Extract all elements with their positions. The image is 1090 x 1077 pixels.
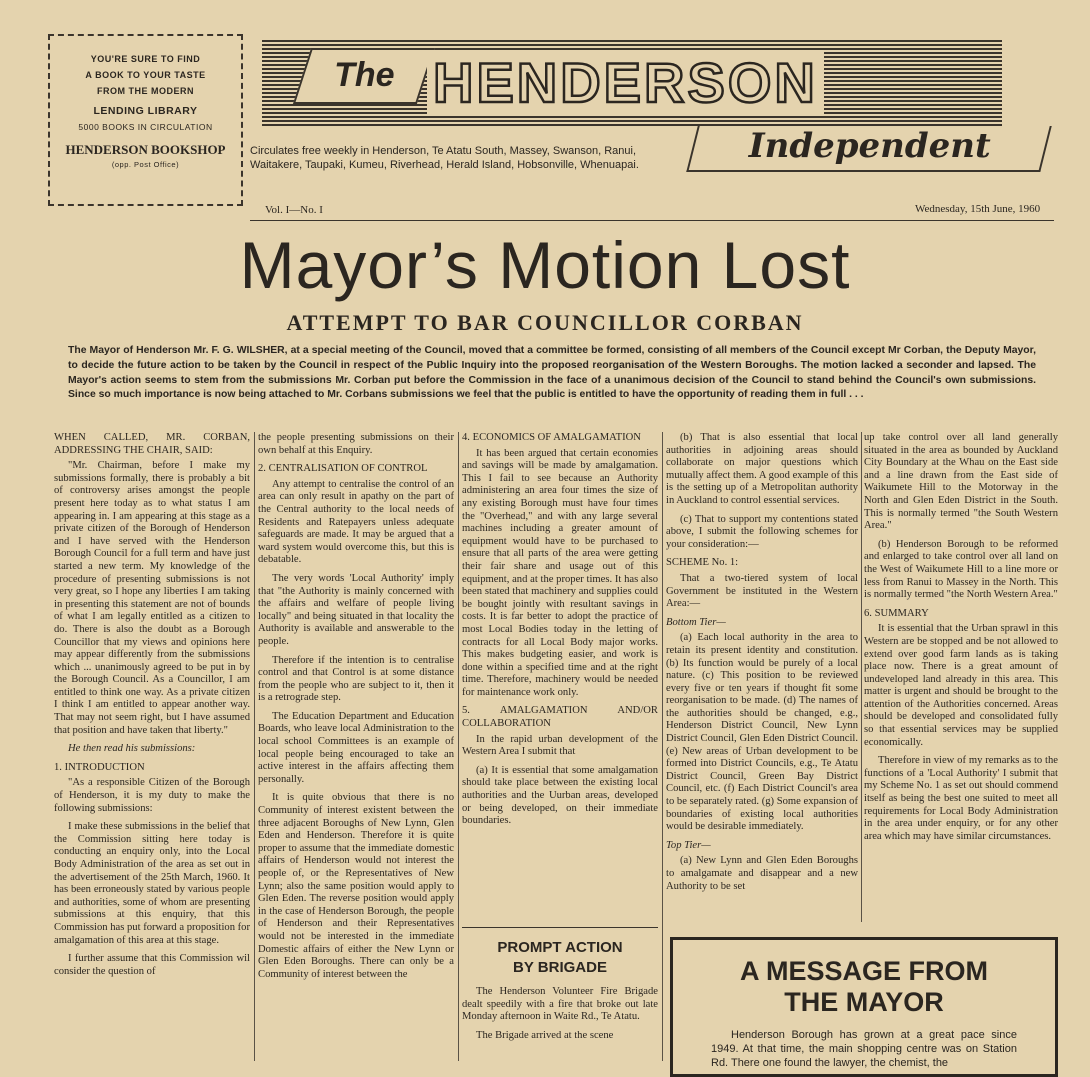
masthead-rule	[250, 220, 1054, 221]
section-heading: 1. INTRODUCTION	[54, 761, 145, 773]
section-heading: SCHEME No. 1:	[666, 557, 739, 569]
column-heading: WHEN CALLED, MR. CORBAN, ADDRESSING THE CHAIR, SAID:	[54, 432, 250, 456]
paragraph: The Henderson Volunteer Fire Brigade dealt speedily with a fire that broke out late Monday afternoon in Waite Rd., Te Atatu.	[462, 986, 658, 1023]
lead-paragraph: The Mayor of Henderson Mr. F. G. WILSHER, at a special meeting of the Council, moved that a committee be formed, consisting of all members of the Council except Mr Corban, the Deputy Mayor, to decide the future action to be taken by the Council in respect of the Public Inquiry into the proposed reorganisation of the Western Boroughs. The motion lacked a seconder and lapsed. The Mayor's action seems to stem from the submissions Mr. Corban put before the Commission in the face of a unanimous decision of the Council to stand behind the Council's own submissions. Since so much importance is now being attached to Mr. Corbans submissions we feel that the public is entitled to have the opportunity of reading them in full . . .	[68, 345, 1036, 401]
masthead-the: The	[334, 56, 395, 94]
section-heading: 6. SUMMARY	[864, 607, 929, 619]
paragraph: It is quite obvious that there is no Community of interest existent between the three adjacent Boroughs of New Lynn, Glen Eden and Henderson. Therefore it is quite proper to assume that the immediate domestic affairs of Henderson would not interest the people of, or the Representatives of New Lynn; also the same position would apply to Glen Eden. The reverse position would apply in the case of Henderson Borough, the people of Henderson and their Representatives would not be interested in the immediate Domestic affairs of either the New Lynn or Glen Eden Boroughs. There can only be a Community of interest between the	[258, 792, 454, 980]
section-heading: 2. CENTRALISATION OF CONTROL	[258, 463, 428, 475]
message-title: A MESSAGE FROM	[739, 956, 988, 986]
message-body: Henderson Borough has grown at a great pace since 1949. At that time, the main shopping centre was on Station Rd. There one found the lawyer, the chemist, the	[711, 1029, 1017, 1069]
masthead-independent: Independent	[748, 126, 991, 166]
tier-heading: Top Tier—	[666, 839, 711, 851]
paragraph: The Brigade arrived at the scene	[476, 1029, 614, 1041]
paragraph: He then read his submissions:	[68, 743, 196, 755]
prompt-action-article	[462, 922, 658, 1048]
tier-heading: Bottom Tier—	[666, 616, 726, 628]
article-column-1	[54, 432, 250, 1061]
article-column-3	[462, 432, 658, 917]
paragraph: Therefore if the intention is to centralise control and that Control is at some distance from the people who are subject to it, then it is a retrograde step.	[258, 654, 454, 704]
issue-date: Wednesday, 15th June, 1960	[915, 203, 1041, 215]
ad-line: YOU'RE SURE TO FIND	[90, 54, 201, 64]
prompt-subtitle: BY BRIGADE	[513, 959, 607, 976]
paragraph: I make these submissions in the belief that the Commission sitting here today is conducting an enquiry only, into the Local Body Administration of the area as set out in the advertisement of the 25th March, 1960. It has been erroneously stated by various people and authorities, some of whom are presenting submissions at this enquiry, that this Commission has put forward a proposition for amalgamation of this area at this stage.	[54, 821, 250, 946]
paragraph: (a) It is essential that some amalgamation should take place between the existing local authorities and the Uurban areas, developed or being developed, on their immediate boundaries.	[462, 764, 658, 827]
paragraph: I further assume that this Commission wil consider the question of	[54, 953, 250, 977]
paragraph: (a) Each local authority in the area to retain its present identity and constitution. (b) Its function would be purely of a local nature. (c) This position to be reviewed every five or ten years if thought fit some reorganisation to be made. (d) The names of the authorities should be changed, e.g., Henderson District Council, New Lynn District Council, Glen Eden District Council. (e) New areas of Urban development to be formed into District Councils, e.g., Te Atatu District Council, Green Bay District Council, etc. (f) Each District Council's area to be separately rated. (g) Some expansion of boundaries of existing local authorities would be desirable immediately.	[666, 632, 858, 833]
masthead-title: HENDERSON	[427, 50, 824, 116]
paragraph: Therefore in view of my remarks as to the functions of a 'Local Authority' I submit that my Scheme No. 1 as set out should commend itself as being the best one suited to meet all requirements for Local Body Administration in the area under enquiry, or for any other area which may have similar circumstances.	[864, 755, 1058, 842]
paragraph: It is essential that the Urban sprawl in this Western are be stopped and be not allowed to extend over good farm lands as is taking place now. There is a great amount of undeveloped land already in this area. This matter is urgent and should be brought to the attention of the Authorities concerned. Areas should be developed and consolidated fully so that essential services may be supplied economically.	[864, 623, 1058, 748]
paragraph: The Education Department and Education Boards, who leave local Administration to the local school Committees is an example of local people being encouraged to take an active interest in the affairs affecting them personally.	[258, 710, 454, 785]
section-heading: 5. AMALGAMATION AND/OR COLLABORATION	[462, 705, 658, 730]
article-column-5	[864, 432, 1058, 922]
circulation-note: Circulates free weekly in Henderson, Te Atatu South, Massey, Swanson, Ranui, Waitakere, Taupaki, Kumeu, Riverhead, Herald Island, Hobsonville, Whenuapai.	[250, 145, 639, 171]
prompt-title: PROMPT ACTION	[497, 939, 623, 956]
paragraph: "As a responsible Citizen of the Borough of Henderson, it is my duty to make the following submissions:	[54, 777, 250, 814]
paragraph: (b) That is also essential that local authorities in adjoining areas should collaborate on major questions which mutually affect them. A good example of this is the setting up of a Metropolitan authority in Auckland to control essential services.	[666, 432, 858, 506]
masthead-the-box	[293, 48, 435, 104]
article-column-4	[666, 432, 858, 922]
column-rule	[861, 432, 862, 922]
paragraph: In the rapid urban development of the Western Area I submit that	[462, 733, 658, 758]
section-heading: 4. ECONOMICS OF AMALGAMATION	[462, 432, 641, 443]
masthead-independent-box	[686, 126, 1051, 172]
paragraph: (a) New Lynn and Glen Eden Boroughs to amalgamate and disappear and a new Authority to be set	[666, 855, 858, 892]
ad-location: (opp. Post Office)	[111, 160, 180, 169]
mayor-message-box	[670, 937, 1058, 1077]
ad-library: LENDING LIBRARY	[93, 105, 198, 117]
paragraph: up take control over all land generally situated in the area as bounded by Auckland City Boundary at the Whau on the East side and a line drawn from the East side of Waikumete Hill to the Motorway in the North and Glen Eden District in the South. This is normally termed "the South Western Area."	[864, 432, 1058, 532]
message-subtitle: THE MAYOR	[784, 987, 944, 1017]
headline: Mayor’s Motion Lost	[239, 228, 851, 302]
article-column-2	[258, 432, 454, 1061]
ad-shop-name: HENDERSON BOOKSHOP	[65, 142, 226, 157]
column-rule	[458, 432, 459, 1061]
paragraph: It has been argued that certain economies and savings will be made by amalgamation. This I fail to see because an Authority administering an area four times the size of any existing Borough must have four times the "Overhead," and with any large several machines including a greater amount of equipment would have to be purchased to ensure that all parts of the area were getting their fair share and usage out of this equipment, and at the proper times. It has also been stated that machinery and supplies could be bought jointly with resultant savings in costs. It is far better to adopt the practice of most Local Bodies today in the letting of contracts for all Local Body major works. This makes budgeting easier, and work is done within a specified time and at the right time. Therefore, machinery would be needed for maintenance work only.	[462, 447, 658, 698]
ad-book-count: 5000 BOOKS IN CIRCULATION	[78, 122, 213, 132]
paragraph: "Mr. Chairman, before I make my submissions formally, there is probably a bit of controversy arises amongst the people present here today as to what status I am appearing in. I am appearing at this stage as a private citizen of the Borough of Henderson and I have served with the Henderson Borough Council for a full term and have just started a new term. My knowledge of the procedure of presenting submissions is not very great, so I hope any liberties I am taking in presenting this statement are not of bounds of what I am legally entitled as a citizen to do. There is also the doubt as a Borough Councillor that my views and opinions here may appear differently from the submissions which ... unanimously agreed to be put in by the Borough Council. As a Councillor, I am entitled to think one way. As a private citizen I think I am entitled to appear another way. That may not seem right, but I have assumed that position and have taken that liberty."	[54, 460, 250, 736]
paragraph: Any attempt to centralise the control of an area can only result in apathy on the part of the Central authority to the local needs of Residents and Ratepayers unless adequate safeguards are made. It may be argued that a ward system would overcome this, but this is debatable.	[258, 478, 454, 566]
paragraph: (c) That to support my contentions stated above, I submit the following schemes for your consideration:—	[666, 513, 858, 550]
column-rule	[254, 432, 255, 1061]
ad-line: A BOOK TO YOUR TASTE	[85, 70, 206, 80]
paragraph: The very words 'Local Authority' imply that "the Authority is mainly concerned with the affairs and welfare of people living locally" and being situated in that locality the Authority is available and answerable to the people.	[258, 572, 454, 647]
column-rule	[662, 432, 663, 1061]
paragraph: That a two-tiered system of local Government be instituted in the Western Area:—	[666, 572, 858, 610]
bookshop-advertisement	[48, 34, 243, 206]
volume-number: Vol. I—No. I	[265, 204, 323, 216]
paragraph: the people presenting submissions on their own behalf at this Enquiry.	[258, 432, 454, 456]
subheadline: ATTEMPT TO BAR COUNCILLOR CORBAN	[286, 310, 804, 335]
ad-line: FROM THE MODERN	[97, 86, 194, 96]
prompt-body	[462, 986, 658, 1042]
paragraph: (b) Henderson Borough to be reformed and enlarged to take control over all land on the West of Waikumete Hill to a line more or less from Ranui to Massey in the North. This is normally termed "the North Western Area."	[864, 538, 1058, 601]
